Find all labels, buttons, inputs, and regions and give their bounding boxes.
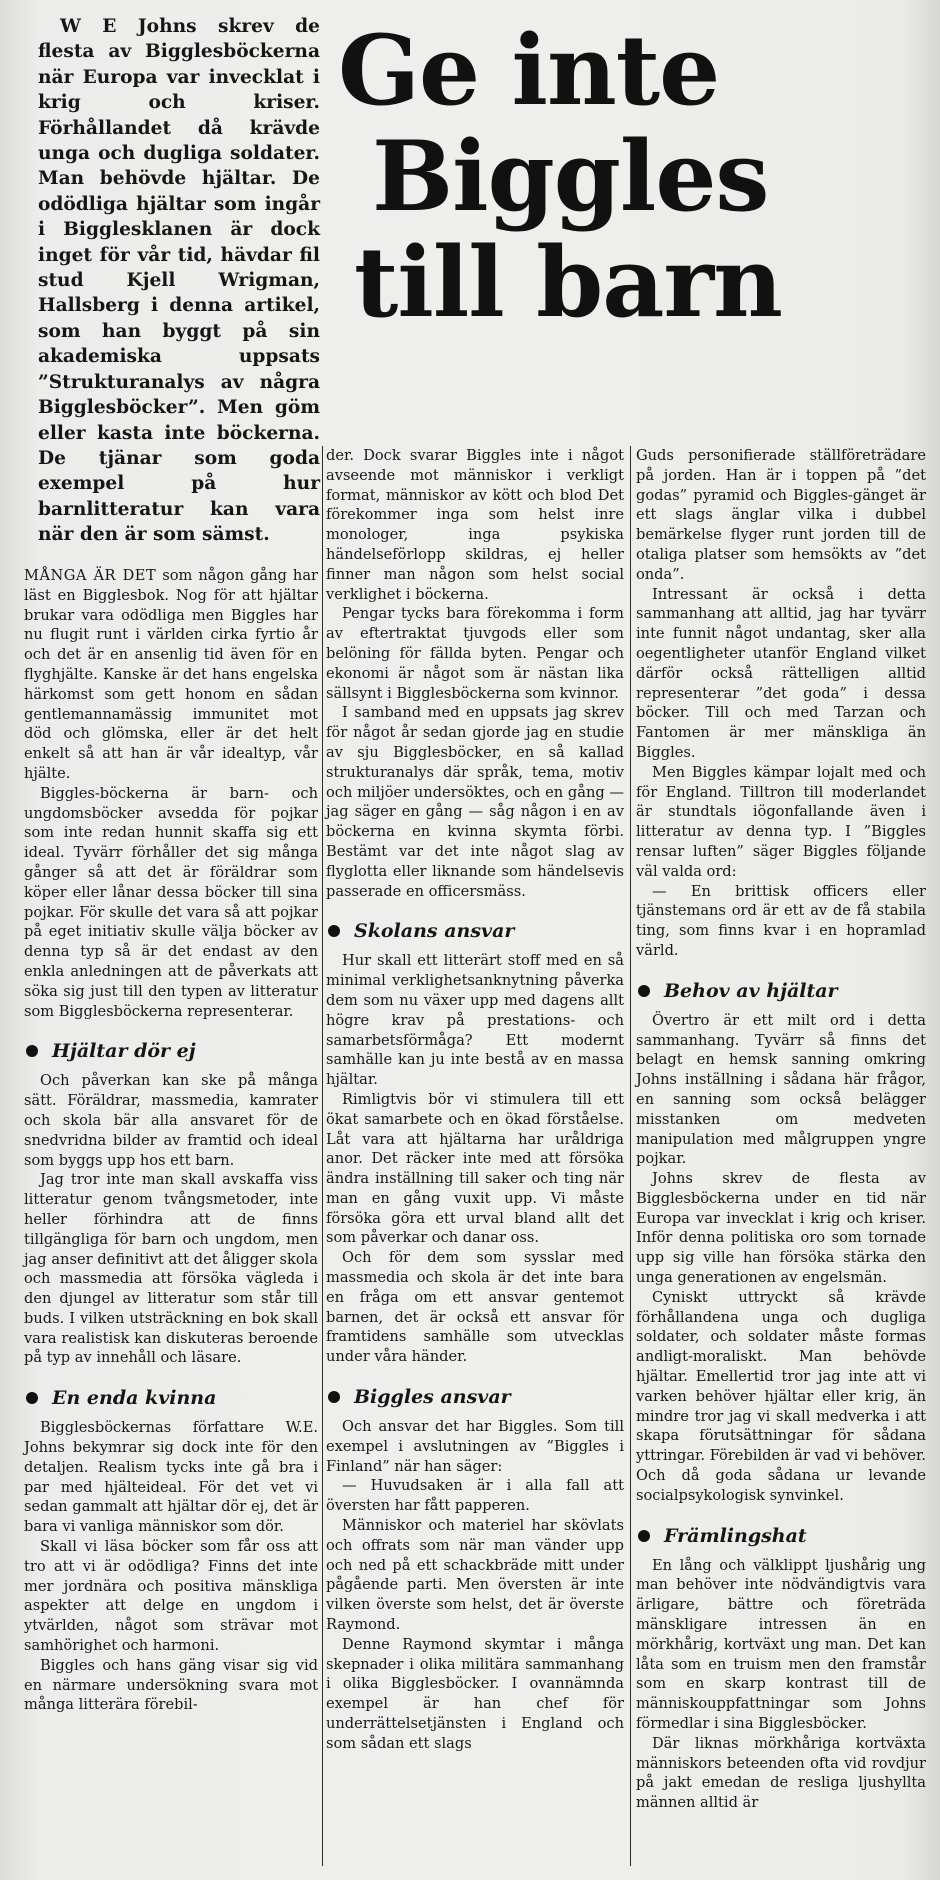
bullet-icon <box>328 925 340 937</box>
intro-lead <box>38 14 320 548</box>
subheading-text: Främlingshat <box>664 1524 807 1547</box>
paragraph: — En brittisk officers eller tjänstemans ord är ett av de få stabila ting, som finns kvar i en hopramlad värld. <box>636 882 926 959</box>
paragraph: Denne Raymond skymtar i många skepnader i olika militära sammanhang i olika Bigglesböcker. I ovannämnda exempel är han chef för underrättelsetjänsten i England och som sådan ett slags <box>326 1635 624 1752</box>
headline <box>330 14 930 339</box>
paragraph: Cyniskt uttryckt så krävde förhållandena unga och dugliga soldater, och soldater måste formas andligt-moraliskt. Man behövde hjältar. Emellertid tror jag inte att vi varken behöver hjältar eller krig, än mindre tror jag vi skall medverka i att skapa förutsättningar för sådana yttringar. Förebilden är vad vi behöver. Och då goda sådana ur levande socialpsykologisk synvinkel. <box>636 1288 926 1504</box>
paragraph: Och påverkan kan ske på många sätt. Föräldrar, massmedia, kamrater och skola bär alla ansvaret för de snedvridna bilder av framtid och ideal som byggs upp hos ett barn. <box>24 1072 318 1169</box>
paragraph: — Huvudsaken är i alla fall att översten har fått papperen. <box>326 1477 624 1515</box>
headline-line-2: Biggles <box>372 120 769 233</box>
column-rule-1 <box>322 446 323 1866</box>
column-rule-2 <box>630 446 631 1866</box>
headline-line-3: till barn <box>354 226 782 339</box>
subheading <box>326 1385 624 1409</box>
paragraph: Men Biggles kämpar lojalt med och för England. Tilltron till moderlandet är stundtals iögonfallande även i litteratur av denna typ. I ”Biggles rensar luften” säger Biggles följande väl valda ord: <box>636 763 926 880</box>
paragraph: Guds personifierade ställföreträdare på jorden. Han är i toppen på ”det godas” pyramid och Biggles-gänget är ett slags änglar vilka i dubbel bemärkelse flyger runt jorden till de otaliga platser som hemsökts av ”det onda”. <box>636 447 926 583</box>
bullet-icon <box>638 985 650 997</box>
subheading-text: Skolans ansvar <box>354 920 515 943</box>
paragraph: Hur skall ett litterärt stoff med en så minimal verklighetsanknytning påverka dem som nu växer upp med dagens allt högre krav på prestations- och samarbetsförmåga? Ett modernt samhälle kan ju inte bestå av en massa hjältar. <box>326 952 624 1089</box>
headline-line-1: Ge inte <box>338 14 720 127</box>
subheading-text: Biggles ansvar <box>354 1386 511 1409</box>
bullet-icon <box>26 1392 38 1404</box>
paragraph: En lång och välklippt ljushårig ung man behöver inte nödvändigtvis vara ärligare, bättre och företräda mänskligare intressen än en mörkhårig, kortväxt ung man. Det kan låta som en truism men den framstår som en skarp kontrast till de människouppfattningar som Johns förmedlar i sina Bigglesböcker. <box>636 1556 926 1733</box>
bullet-icon <box>328 1391 340 1403</box>
subheading-text: En enda kvinna <box>52 1387 217 1410</box>
subheading <box>24 1386 318 1410</box>
bullet-icon <box>638 1530 650 1542</box>
subheading <box>636 979 926 1003</box>
paragraph: Intressant är också i detta sammanhang att alltid, jag har tyvärr inte funnit något undantag, sker alla oegentligheter utanför England vilket därför också rättelligen alltid representerar ”det goda” i dessa böcker. Till och med Tarzan och Fantomen är mer mänskliga än Biggles. <box>636 585 926 761</box>
paragraph: der. Dock svarar Biggles inte i något avseende mot människor i verkligt format, människor av kött och blod Det förekommer inga som helst inre monologer, inga psykiska händelseförlopp skildras, ej heller finner man någon som helst social verklighet i böckerna. <box>326 447 624 603</box>
subheading <box>636 1524 926 1548</box>
subheading <box>24 1039 318 1063</box>
paragraph: Övertro är ett milt ord i detta sammanhang. Tyvärr så finns det belagt en hemsk sanning omkring Johns inställning i sådana här frågor, en sanning som också belägger misstanken om medveten manipulation med målgruppen yngre pojkar. <box>636 1011 926 1168</box>
subheading-text: Hjältar dör ej <box>52 1040 196 1063</box>
paragraph: Johns skrev de flesta av Bigglesböckerna under en tid när Europa var invecklat i krig och kriser. Inför denna politiska oro som tornade upp sig ville han försöka stärka den unga generationen av engelsmän. <box>636 1170 926 1287</box>
subheading <box>326 919 624 943</box>
column-3 <box>636 446 926 1813</box>
subheading-text: Behov av hjältar <box>664 979 838 1002</box>
paragraph: Biggles och hans gäng visar sig vid en närmare undersökning svara mot många litterära förebil- <box>24 1656 318 1714</box>
paragraph: I samband med en uppsats jag skrev för något år sedan gjorde jag en studie av sju Bigglesböcker, en så kallad strukturanalys där språk, tema, motiv och miljöer undersöktes, och en gång — jag säger en gång — såg någon i en av böckerna en kvinna skymta förbi. Bestämt var det inte något slag av flyglotta eller liknande som händelsevis passerade en officersmäss. <box>326 704 624 900</box>
paragraph: Pengar tycks bara förekomma i form av eftertraktat tjuvgods eller som belöning för fällda byten. Pengar och ekonomi är något som är nästan lika sällsynt i Bigglesböckerna som kvinnor. <box>326 605 624 702</box>
lead-caps: MÅNGA ÄR DET <box>24 567 157 584</box>
paragraph: Och ansvar det har Biggles. Som till exempel i avslutningen av ”Biggles i Finland” när han säger: <box>326 1418 624 1475</box>
paragraph-text: som någon gång har läst en Bigglesbok. Nog för att hjältar brukar vara odödliga men Biggles har nu flugit runt i världen cirka fyrtio år och det är en ansenlig tid även för en flyghjälte. Kanske är det hans engelska härkomst som gett honom en sådan gentlemannamässig immunitet mot död och glömska, eller är det helt enkelt så att han är vår idealtyp, vår hjälte. <box>24 567 319 782</box>
bullet-icon <box>26 1045 38 1057</box>
paragraph: Människor och materiel har skövlats och offrats som när man vänder upp och ned på ett schackbräde mitt under pågående parti. Men översten är inte vilken överste som helst, det är överste Raymond. <box>326 1517 624 1634</box>
paragraph: Skall vi läsa böcker som får oss att tro att vi är odödliga? Finns det inte mer jordnära och positiva mänskliga aspekter att delge en ungdom i ytvärlden, något som strävar mot samhörighet och harmoni. <box>24 1538 318 1655</box>
paragraph: Där liknas mörkhåriga kortväxta människors beteenden ofta vid rovdjur på jakt emedan de resliga ljushyllta männen alltid är <box>636 1734 926 1812</box>
paragraph: Jag tror inte man skall avskaffa viss litteratur genom tvångsmetoder, inte heller förhindra att de finns tillgängliga för barn och ungdom, men jag anser definitivt att det åligger skola och massmedia att försöka vägleda i den djungel av litteratur som står till buds. I vilken utsträckning en bok skall vara realistisk kan diskuteras beroende på typ av innehåll och läsare. <box>24 1171 318 1367</box>
paragraph: Rimligtvis bör vi stimulera till ett ökat samarbete och en ökad förståelse. Låt vara att hjältarna har uråldriga anor. Det räcker inte med att försöka ändra inställning till saker och ting när man en gång vuxit upp. Vi måste försöka göra ett urval bland allt det som påverkar och danar oss. <box>326 1090 624 1247</box>
column-2 <box>326 446 624 1754</box>
paragraph: Bigglesböckernas författare W.E. Johns bekymrar sig dock inte för den detaljen. Realism tycks inte gå bra i par med hjälteideal. För det vet vi sedan gammalt att hjältar dör ej, det är bara vi vanliga människor som dör. <box>24 1419 318 1536</box>
paragraph: Och för dem som sysslar med massmedia och skola är det inte bara en fråga om ett ansvar gentemot barnen, det är också ett ansvar för framtidens samhälle som utvecklas under våra händer. <box>326 1249 624 1366</box>
intro-paragraph: W E Johns skrev de flesta av Bigglesböckerna när Europa var invecklat i krig och kriser. Förhållandet då krävde unga och dugliga soldater. Man behövde hjältar. De odödliga hjältar som ingår i Bigglesklanen är dock inget för vår tid, hävdar fil stud Kjell Wrigman, Hallsberg i denna artikel, som han byggt på sin akademiska uppsats ”Strukturanalys av några Bigglesböcker”. Men göm eller kasta inte böckerna. De tjänar som goda exempel på hur barnlitteratur kan vara när den är som sämst. <box>38 16 320 546</box>
paragraph: Biggles-böckerna är barn- och ungdomsböcker avsedda för pojkar som inte redan hunnit skaffa sig ett ideal. Tyvärr förhåller det sig många gånger så att det är föräldrar som köper eller lånar dessa böcker till sina pojkar. För skulle det vara så att pojkar på eget initiativ skulle välja böcker av denna typ så är det endast av den enkla anledningen att de påverkats att söka sig just till den typen av litteratur som Bigglesböckerna representerar. <box>24 784 318 1020</box>
column-1 <box>24 566 318 1715</box>
paragraph <box>24 566 318 784</box>
